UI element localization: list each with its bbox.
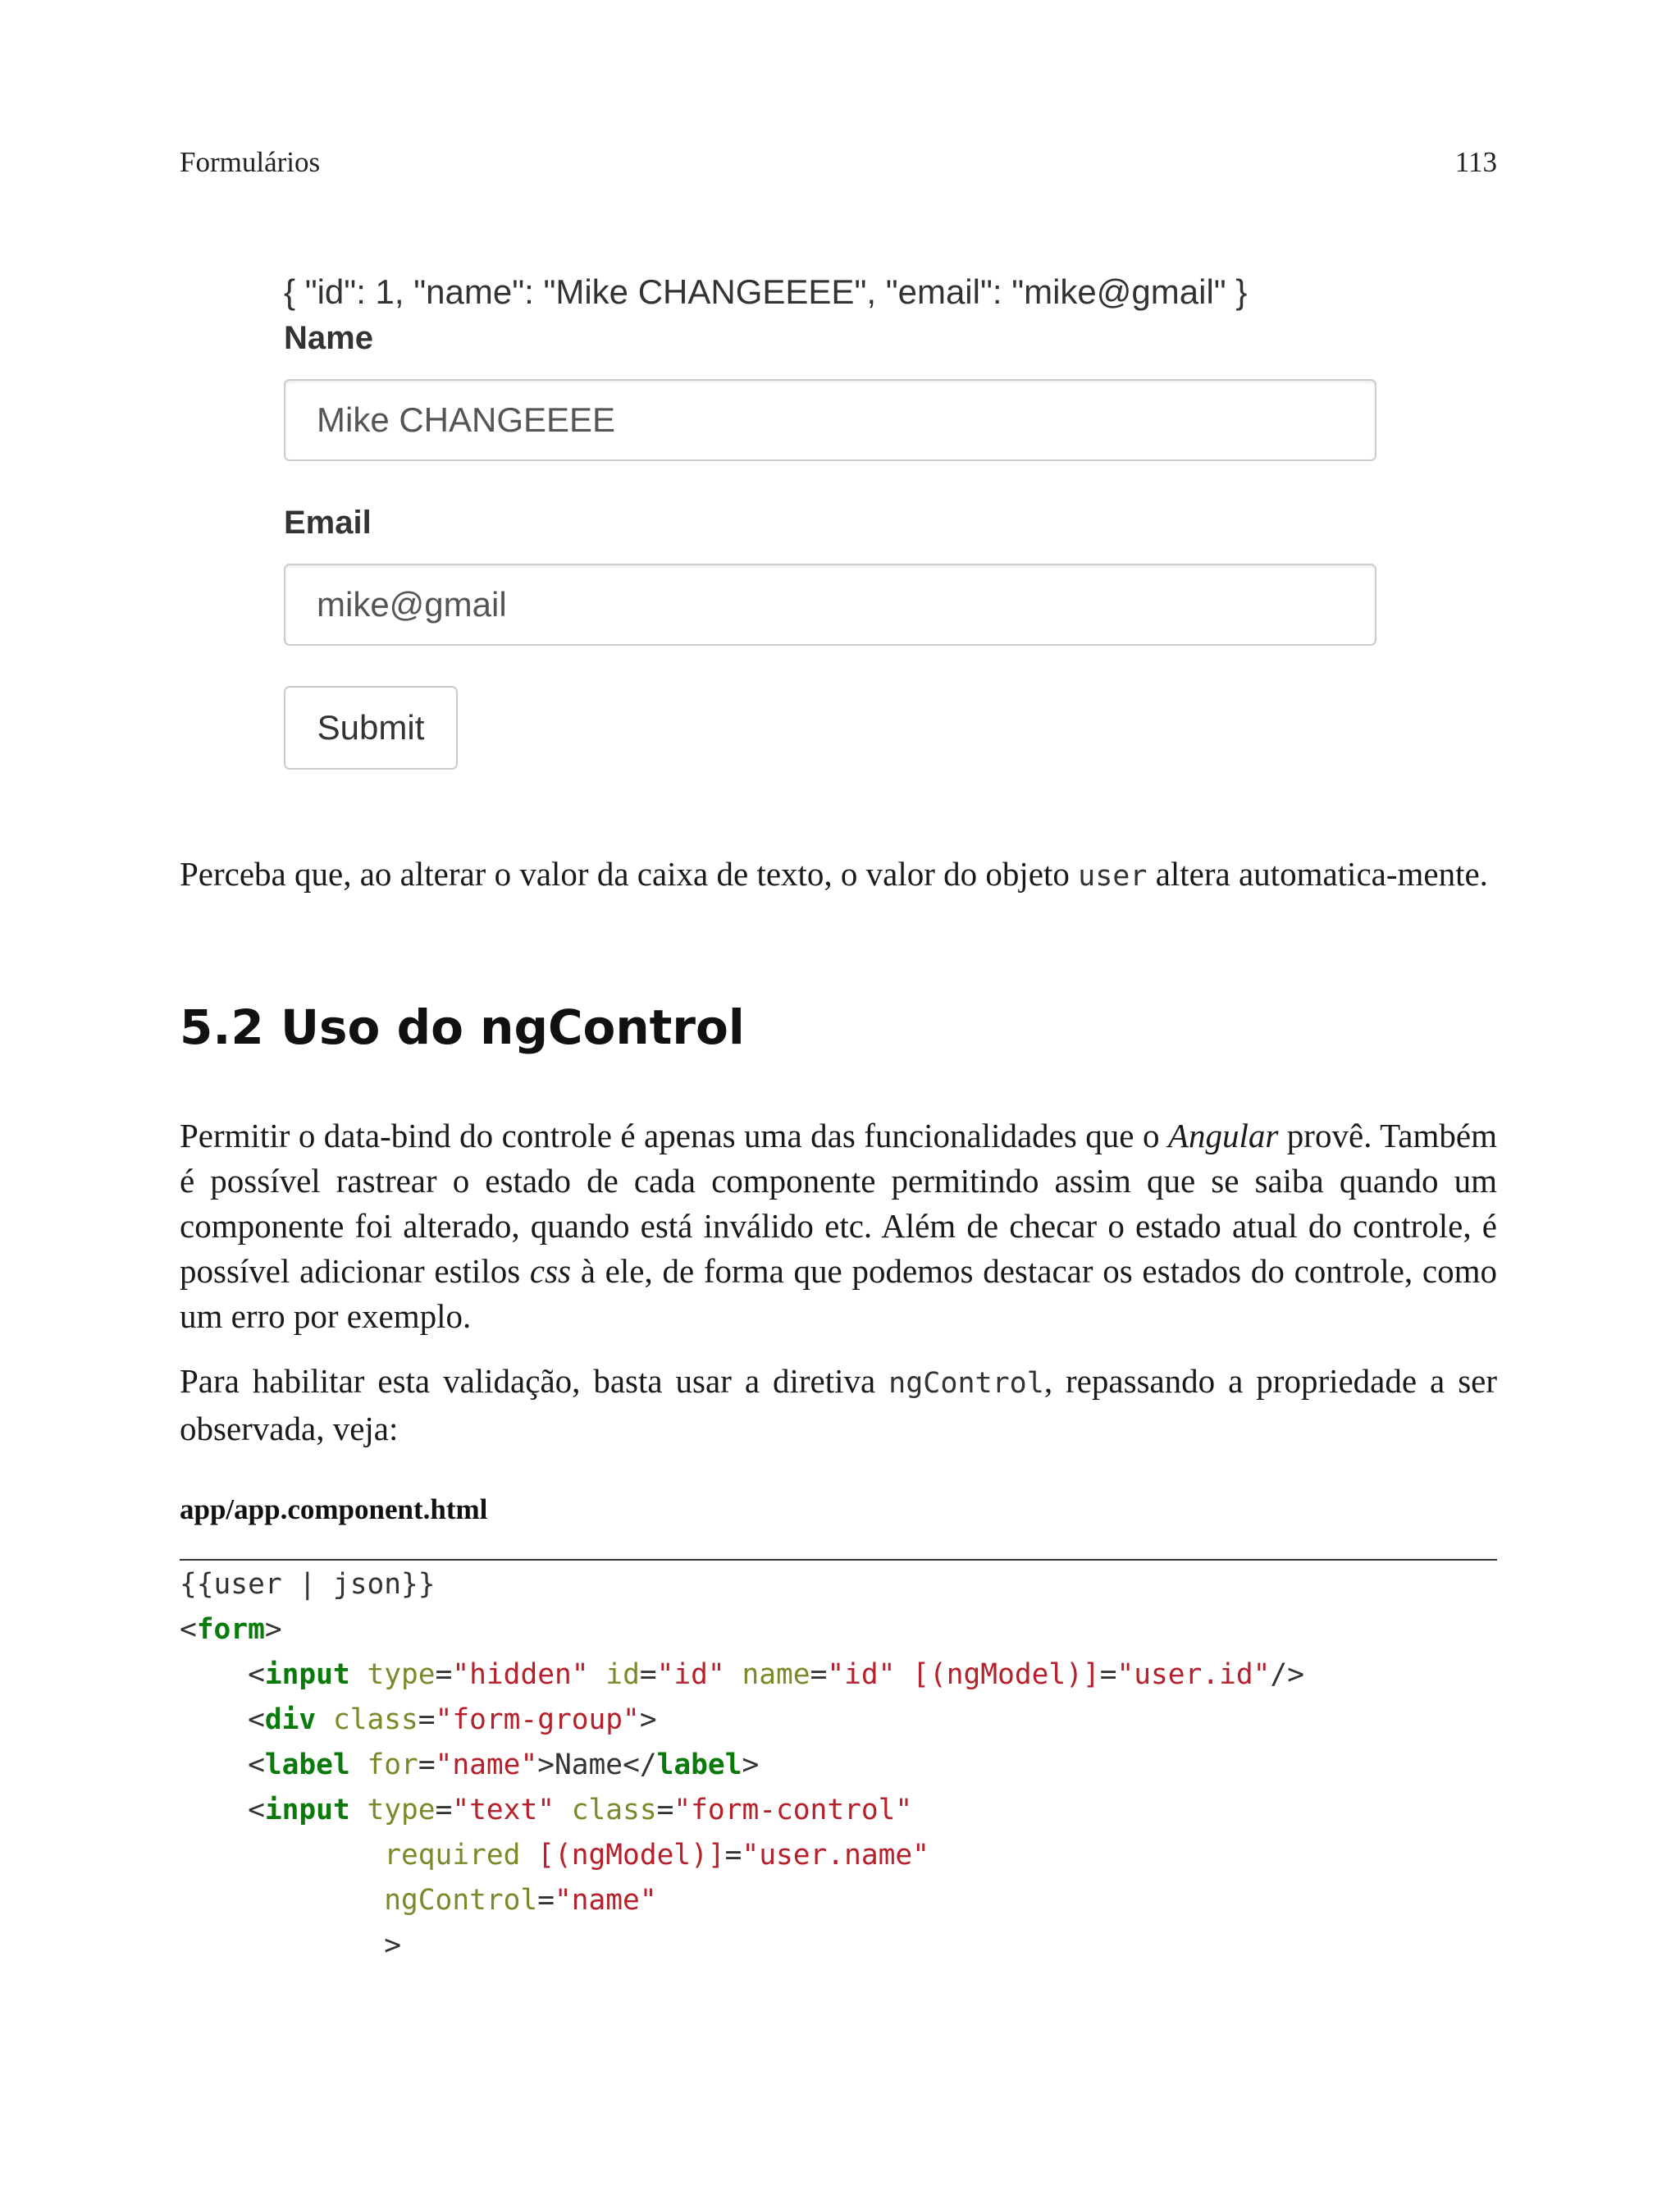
inline-code: ngControl: [888, 1367, 1044, 1400]
code-line: [180, 1698, 1497, 1743]
code-token: <: [180, 1794, 265, 1826]
code-token: type: [349, 1658, 436, 1691]
code-token: >: [180, 1929, 402, 1962]
code-token: =: [1099, 1658, 1117, 1691]
code-token: =: [537, 1884, 555, 1917]
code-token: {{user | json}}: [180, 1568, 436, 1601]
code-token: label: [656, 1748, 742, 1781]
code-token: ngControl: [180, 1884, 538, 1917]
code-token: =: [435, 1658, 453, 1691]
emphasis: Angular: [1167, 1117, 1279, 1154]
code-token: =: [639, 1658, 657, 1691]
json-output: { "id": 1, "name": "Mike CHANGEEEE", "email": "mike@gmail" }: [284, 272, 1248, 311]
code-line: [180, 1607, 1497, 1652]
email-field[interactable]: mike@gmail: [284, 564, 1376, 646]
code-token: div: [264, 1703, 317, 1736]
code-token: "id": [656, 1658, 725, 1691]
code-token: [(ngModel)]: [520, 1839, 725, 1872]
form-screenshot: [284, 263, 1383, 788]
code-line: [180, 1743, 1497, 1788]
inline-code: user: [1078, 860, 1148, 893]
code-token: >: [639, 1703, 657, 1736]
code-token: required: [180, 1839, 521, 1872]
code-line: [180, 1923, 1497, 1968]
code-token: <: [180, 1658, 265, 1691]
code-token: <: [180, 1748, 265, 1781]
code-token: >Name</: [537, 1748, 657, 1781]
code-token: form: [196, 1613, 265, 1646]
code-token: =: [418, 1703, 436, 1736]
name-label: Name: [284, 320, 373, 356]
paragraph: Permitir o data-bind do controle é apenas uma das funcionalidades que o Angular provê. Também é possível rastrear o estado de cada componente permitindo assim que se saiba quando um componente foi alterado, quando está inválido etc. Além de checar o estado atual do controle, é possível adicionar estilos css à ele, de forma que podemos destacar os estados do controle, como um erro por exemplo.: [180, 1117, 1497, 1335]
code-token: />: [1270, 1658, 1304, 1691]
code-token: =: [724, 1839, 742, 1872]
code-file-caption: app/app.component.html: [180, 1493, 488, 1525]
code-listing: [180, 1562, 1497, 1968]
code-token: =: [435, 1794, 453, 1826]
code-token: class: [554, 1794, 657, 1826]
paragraph: Para habilitar esta validação, basta usar a diretiva ngControl, repassando a propriedade a ser observada, veja:: [180, 1362, 1497, 1447]
code-token: "text": [452, 1794, 555, 1826]
chapter-title: Formulários: [180, 146, 321, 178]
code-token: "user.id": [1116, 1658, 1271, 1691]
code-token: <: [180, 1613, 197, 1646]
code-token: label: [264, 1748, 350, 1781]
code-token: [(ngModel)]: [895, 1658, 1100, 1691]
code-line: [180, 1562, 1497, 1607]
code-token: "form-control": [673, 1794, 913, 1826]
code-token: type: [349, 1794, 436, 1826]
code-token: >: [264, 1613, 282, 1646]
code-token: class: [316, 1703, 418, 1736]
code-token: =: [810, 1658, 828, 1691]
code-token: =: [418, 1748, 436, 1781]
code-token: >: [742, 1748, 760, 1781]
code-line: [180, 1878, 1497, 1923]
code-token: "hidden": [452, 1658, 589, 1691]
code-line: [180, 1652, 1497, 1698]
running-header: [180, 146, 1497, 179]
code-divider: [180, 1559, 1497, 1561]
page-number: 113: [1454, 146, 1497, 178]
code-token: id: [588, 1658, 640, 1691]
code-token: =: [656, 1794, 674, 1826]
paragraph-intro: [180, 852, 1497, 919]
emphasis: css: [529, 1252, 572, 1290]
paragraph: Perceba que, ao alterar o valor da caixa de texto, o valor do objeto user altera automatica-mente.: [180, 855, 1488, 893]
code-token: "name": [435, 1748, 538, 1781]
code-token: "user.name": [742, 1839, 929, 1872]
section-body: [180, 1113, 1497, 1471]
code-line: [180, 1788, 1497, 1833]
code-token: input: [264, 1794, 350, 1826]
code-token: <: [180, 1703, 265, 1736]
submit-button[interactable]: Submit: [284, 686, 458, 770]
code-token: "name": [554, 1884, 657, 1917]
code-token: name: [724, 1658, 810, 1691]
code-token: "form-group": [435, 1703, 640, 1736]
code-token: "id": [827, 1658, 896, 1691]
section-heading: 5.2 Uso do ngControl: [180, 999, 745, 1055]
code-token: input: [264, 1658, 350, 1691]
code-line: [180, 1833, 1497, 1878]
name-field[interactable]: Mike CHANGEEEE: [284, 379, 1376, 461]
email-label: Email: [284, 505, 372, 541]
code-token: for: [349, 1748, 418, 1781]
